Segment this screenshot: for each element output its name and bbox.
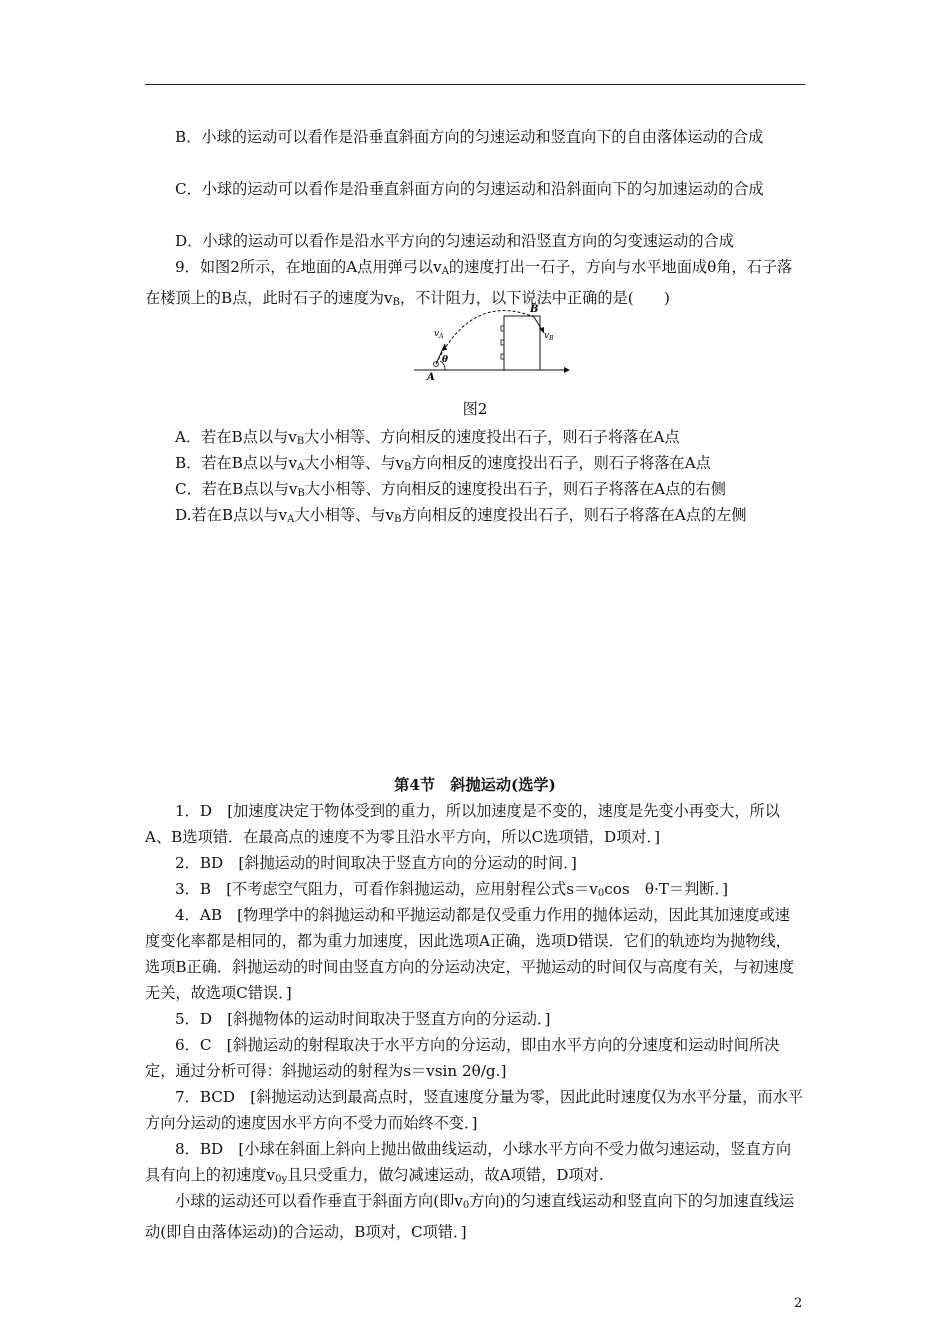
- answer-8: 8．BD [小球在斜面上斜向上抛出做曲线运动，小球水平方向不受力做匀速运动，竖直方向具有向上的初速度$v_{0y}$且只受重力，做匀减速运动，故A项错，D项对.: [145, 1140, 792, 1185]
- label-b: B: [530, 304, 539, 315]
- q9-stem-part: 9．如图2所示，在地面的A点用弹弓以v: [175, 258, 442, 276]
- figure-caption: 图2: [462, 400, 488, 418]
- q9-stem-part: ，不计阻力，以下说法中正确的是( ): [399, 289, 670, 307]
- q9-sub-b: B: [392, 297, 400, 308]
- q9-option-b: B．若在B点以与$v_A$大小相等、与$v_B$方向相反的速度投出石子，则石子将落在A点: [175, 454, 711, 473]
- answer-5: 5．D [斜抛物体的运动时间取决于竖直方向的分运动．]: [175, 1010, 551, 1028]
- option-d-text: D．小球的运动可以看作是沿水平方向的匀速运动和沿竖直方向的匀变速运动的合成: [175, 232, 734, 250]
- answer-1: 1．D [加速度决定于物体受到的重力，所以加速度是不变的，速度是先变小再变大，所以A、B选项错．在最高点的速度不为零且沿水平方向，所以C选项错，D项对．]: [145, 802, 780, 846]
- option-c-text: C．小球的运动可以看作是沿垂直斜面方向的匀速运动和沿斜面向下的匀加速运动的合成: [175, 180, 764, 198]
- answer-2: 2．BD [斜抛运动的时间取决于竖直方向的分运动的时间．]: [175, 854, 577, 872]
- header-rule: [145, 84, 805, 85]
- ground-arrow: [564, 367, 570, 373]
- page-number: 2: [794, 1296, 803, 1311]
- q9-stem-part: 的速度打出一石子，方向与水平地面成θ角，石子落在楼顶上的B点，此时石子的速度为v: [145, 258, 793, 307]
- label-theta: θ: [442, 355, 449, 365]
- answer-3: 3．B [不考虑空气阻力，可看作斜抛运动，应用射程公式$s=v_0\cos$ θ·T＝判断．]: [175, 880, 728, 899]
- label-va: $v_A$: [434, 329, 444, 340]
- q9-option-a: A．若在B点以与$v_B$大小相等、方向相反的速度投出石子，则石子将落在A点: [175, 428, 680, 447]
- section-title: 第4节 斜抛运动(选学): [394, 776, 556, 794]
- q9-sub-a: A: [441, 266, 449, 277]
- projectile-figure: [412, 300, 572, 382]
- answer-6: 6．C [斜抛运动的射程取决于水平方向的分运动，即由水平方向的分速度和运动时间所决定，通过分析可得：斜抛运动的射程为s＝vsin 2θ/g.]: [145, 1036, 780, 1080]
- label-vb: $v_B$: [544, 331, 554, 342]
- answer-4: 4．AB [物理学中的斜抛运动和平抛运动都是仅受重力作用的抛体运动，因此其加速度或速度变化率都是相同的，都为重力加速度，因此选项A正确，选项D错误．它们的轨迹均为抛物线，选项B正确．斜抛运动的时间由竖直方向的分运动决定，平抛运动的时间仅与高度有关，与初速度无关，故选项C错误．]: [145, 906, 795, 1002]
- answer-8-continued: 小球的运动还可以看作垂直于斜面方向(即$v_0$方向)的匀速直线运动和竖直向下的匀加速直线运动(即自由落体运动)的合运动，B项对，C项错．]: [145, 1192, 795, 1241]
- answer-7: 7．BCD [斜抛运动达到最高点时，竖直速度分量为零，因此此时速度仅为水平分量，而水平方向分运动的速度因水平方向不受力而始终不变．]: [145, 1088, 803, 1132]
- building: [504, 316, 540, 370]
- option-b-text: B．小球的运动可以看作是沿垂直斜面方向的匀速运动和竖直向下的自由落体运动的合成: [175, 128, 764, 146]
- label-a: A: [427, 372, 435, 382]
- q9-option-d: D.若在B点以与$v_A$大小相等、与$v_B$方向相反的速度投出石子，则石子将落在A点的左侧: [175, 506, 747, 525]
- q9-option-c: C．若在B点以与$v_B$大小相等、方向相反的速度投出石子，则石子将落在A点的右侧: [175, 480, 726, 499]
